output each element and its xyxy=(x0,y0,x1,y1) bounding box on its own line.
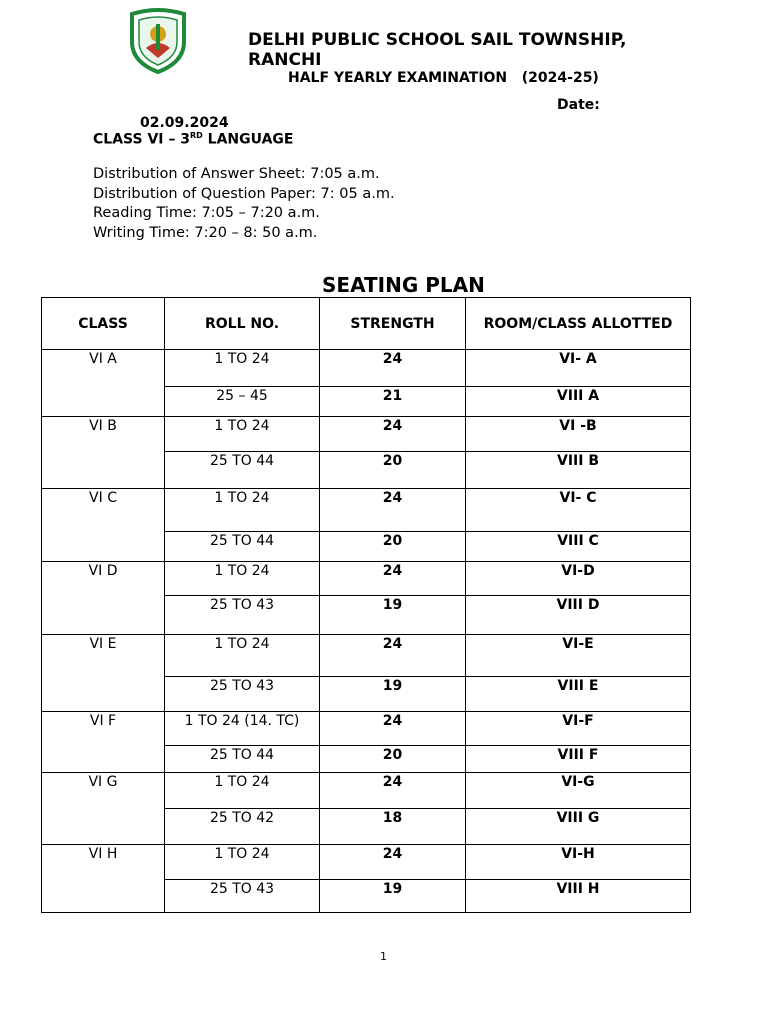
cell-room: VIII B xyxy=(466,452,691,489)
col-header-class: CLASS xyxy=(42,298,165,350)
cell-strength: 18 xyxy=(320,809,466,845)
table-row xyxy=(42,712,691,746)
table-row xyxy=(42,489,691,532)
table-row xyxy=(42,845,691,880)
cell-roll: 25 – 45 xyxy=(165,387,320,417)
cell-roll: 25 TO 43 xyxy=(165,880,320,913)
cell-strength: 19 xyxy=(320,677,466,712)
cell-room: VI -B xyxy=(466,417,691,452)
cell-strength: 24 xyxy=(320,773,466,809)
cell-roll: 25 TO 43 xyxy=(165,596,320,635)
cell-roll: 25 TO 42 xyxy=(165,809,320,845)
cell-strength: 20 xyxy=(320,452,466,489)
cell-roll: 1 TO 24 xyxy=(165,417,320,452)
seating-plan-table xyxy=(41,297,691,913)
cell-strength: 24 xyxy=(320,845,466,880)
table-row xyxy=(42,350,691,387)
cell-roll: 25 TO 43 xyxy=(165,677,320,712)
cell-room: VIII H xyxy=(466,880,691,913)
date-label: Date: xyxy=(557,97,600,113)
seating-table-body xyxy=(42,350,691,913)
table-row xyxy=(42,635,691,677)
cell-class: VI E xyxy=(42,635,165,712)
cell-room: VI-E xyxy=(466,635,691,677)
cell-room: VI- A xyxy=(466,350,691,387)
cell-class: VI C xyxy=(42,489,165,562)
class-line-text: CLASS VI – 3 xyxy=(93,131,190,148)
cell-strength: 24 xyxy=(320,635,466,677)
cell-class: VI F xyxy=(42,712,165,773)
cell-room: VIII D xyxy=(466,596,691,635)
cell-class: VI A xyxy=(42,350,165,417)
cell-room: VI- C xyxy=(466,489,691,532)
cell-strength: 20 xyxy=(320,532,466,562)
table-row xyxy=(42,773,691,809)
cell-class: VI H xyxy=(42,845,165,913)
cell-roll: 25 TO 44 xyxy=(165,452,320,489)
cell-room: VI-H xyxy=(466,845,691,880)
cell-roll: 25 TO 44 xyxy=(165,746,320,773)
cell-room: VI-F xyxy=(466,712,691,746)
exam-timings xyxy=(93,165,395,243)
cell-roll: 1 TO 24 (14. TC) xyxy=(165,712,320,746)
cell-strength: 20 xyxy=(320,746,466,773)
cell-strength: 21 xyxy=(320,387,466,417)
cell-roll: 25 TO 44 xyxy=(165,532,320,562)
cell-class: VI B xyxy=(42,417,165,489)
cell-roll: 1 TO 24 xyxy=(165,635,320,677)
col-header-roll: ROLL NO. xyxy=(165,298,320,350)
cell-room: VIII G xyxy=(466,809,691,845)
cell-roll: 1 TO 24 xyxy=(165,489,320,532)
cell-room: VIII A xyxy=(466,387,691,417)
cell-room: VI-G xyxy=(466,773,691,809)
school-logo xyxy=(128,8,188,74)
cell-class: VI G xyxy=(42,773,165,845)
cell-class: VI D xyxy=(42,562,165,635)
table-row xyxy=(42,562,691,596)
school-crest-icon xyxy=(128,8,188,74)
cell-room: VIII E xyxy=(466,677,691,712)
cell-room: VIII C xyxy=(466,532,691,562)
page-number: 1 xyxy=(380,950,387,963)
cell-strength: 24 xyxy=(320,489,466,532)
school-name: DELHI PUBLIC SCHOOL SAIL TOWNSHIP, RANCHI xyxy=(248,30,627,70)
timing-question-paper: Distribution of Question Paper: 7: 05 a.m. xyxy=(93,185,395,202)
cell-strength: 24 xyxy=(320,417,466,452)
cell-strength: 19 xyxy=(320,880,466,913)
cell-room: VI-D xyxy=(466,562,691,596)
class-language-line xyxy=(93,131,293,148)
cell-strength: 24 xyxy=(320,712,466,746)
col-header-room: ROOM/CLASS ALLOTTED xyxy=(466,298,691,350)
cell-roll: 1 TO 24 xyxy=(165,845,320,880)
timing-reading: Reading Time: 7:05 – 7:20 a.m. xyxy=(93,205,320,221)
cell-room: VIII F xyxy=(466,746,691,773)
col-header-strength: STRENGTH xyxy=(320,298,466,350)
timing-answer-sheet: Distribution of Answer Sheet: 7:05 a.m. xyxy=(93,166,380,182)
cell-strength: 24 xyxy=(320,562,466,596)
class-line-suffix: LANGUAGE xyxy=(202,131,294,148)
table-row xyxy=(42,417,691,452)
class-line-sup: RD xyxy=(189,131,203,140)
seating-plan-title: SEATING PLAN xyxy=(322,273,485,297)
cell-strength: 24 xyxy=(320,350,466,387)
exam-date: 02.09.2024 xyxy=(140,115,229,131)
cell-strength: 19 xyxy=(320,596,466,635)
exam-title: HALF YEARLY EXAMINATION (2024-25) xyxy=(288,70,599,86)
cell-roll: 1 TO 24 xyxy=(165,773,320,809)
timing-writing: Writing Time: 7:20 – 8: 50 a.m. xyxy=(93,224,318,241)
table-header-row xyxy=(42,298,691,350)
cell-roll: 1 TO 24 xyxy=(165,350,320,387)
cell-roll: 1 TO 24 xyxy=(165,562,320,596)
